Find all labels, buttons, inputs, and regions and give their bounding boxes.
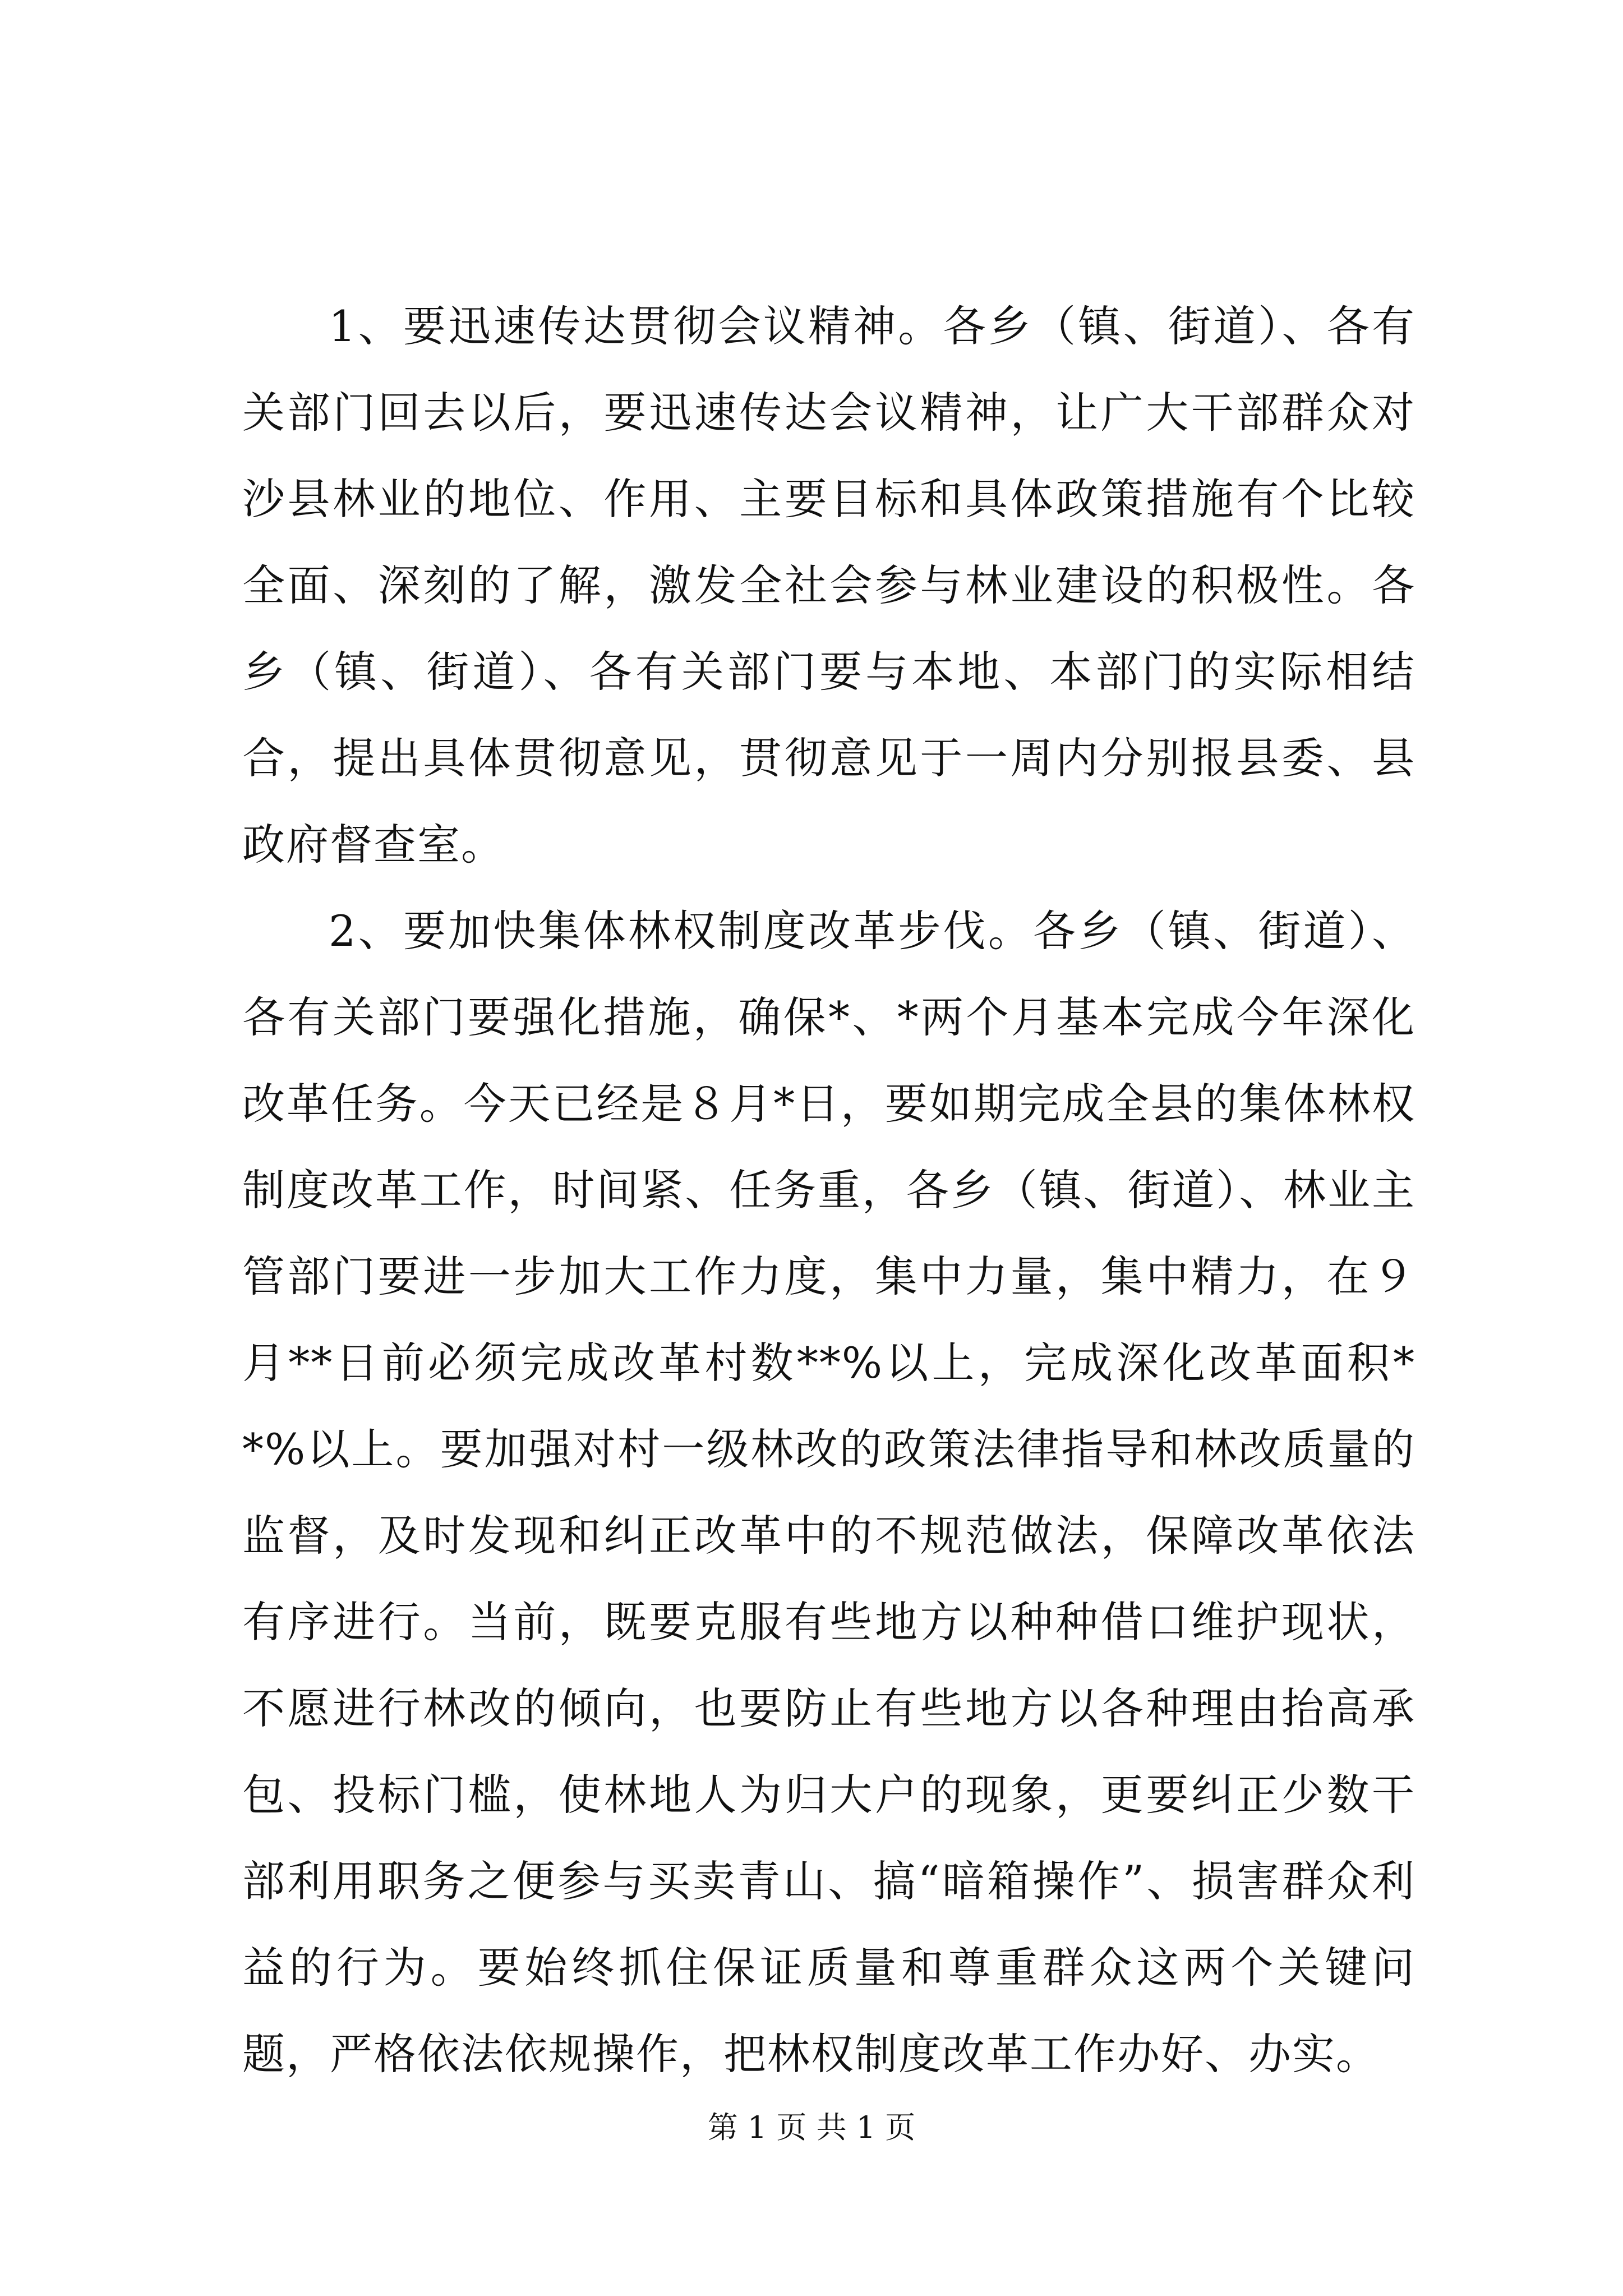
page-footer: 第 1 页 共 1 页 [707, 2110, 916, 2145]
paragraph-1: 1、要迅速传达贯彻会议精神。各乡（镇、街道）、各有关部门回去以后，要迅速传达会议精神，让广大干部群众对沙县林业的地位、作用、主要目标和具体政策措施有个比较全面、深刻的了解，激发全社会参与林业建设的积极性。各乡（镇、街道）、各有关部门要与本地、本部门的实际相结合，提出具体贯彻意见，贯彻意见于一周内分别报县委、县政府督查室。 [242, 301, 1415, 869]
document-body [242, 283, 1415, 2097]
paragraph-2: 2、要加快集体林权制度改革步伐。各乡（镇、街道）、各有关部门要强化措施，确保*、*两个月基本完成今年深化改革任务。今天已经是８月*日，要如期完成全县的集体林权制度改革工作，时间紧、任务重，各乡（镇、街道）、林业主管部门要进一步加大工作力度，集中力量，集中精力，在９月**日前必须完成改革村数**%以上，完成深化改革面积**%以上。要加强对村一级林改的政策法律指导和林改质量的监督，及时发现和纠正改革中的不规范做法，保障改革依法有序进行。当前，既要克服有些地方以种种借口维护现状，不愿进行林改的倾向，也要防止有些地方以各种理由抬高承包、投标门槛，使林地人为归大户的现象，更要纠正少数干部利用职务之便参与买卖青山、搞“暗箱操作”、损害群众利益的行为。要始终抓住保证质量和尊重群众这两个关键问题，严格依法依规操作，把林权制度改革工作办好、办实。 [242, 906, 1415, 2079]
